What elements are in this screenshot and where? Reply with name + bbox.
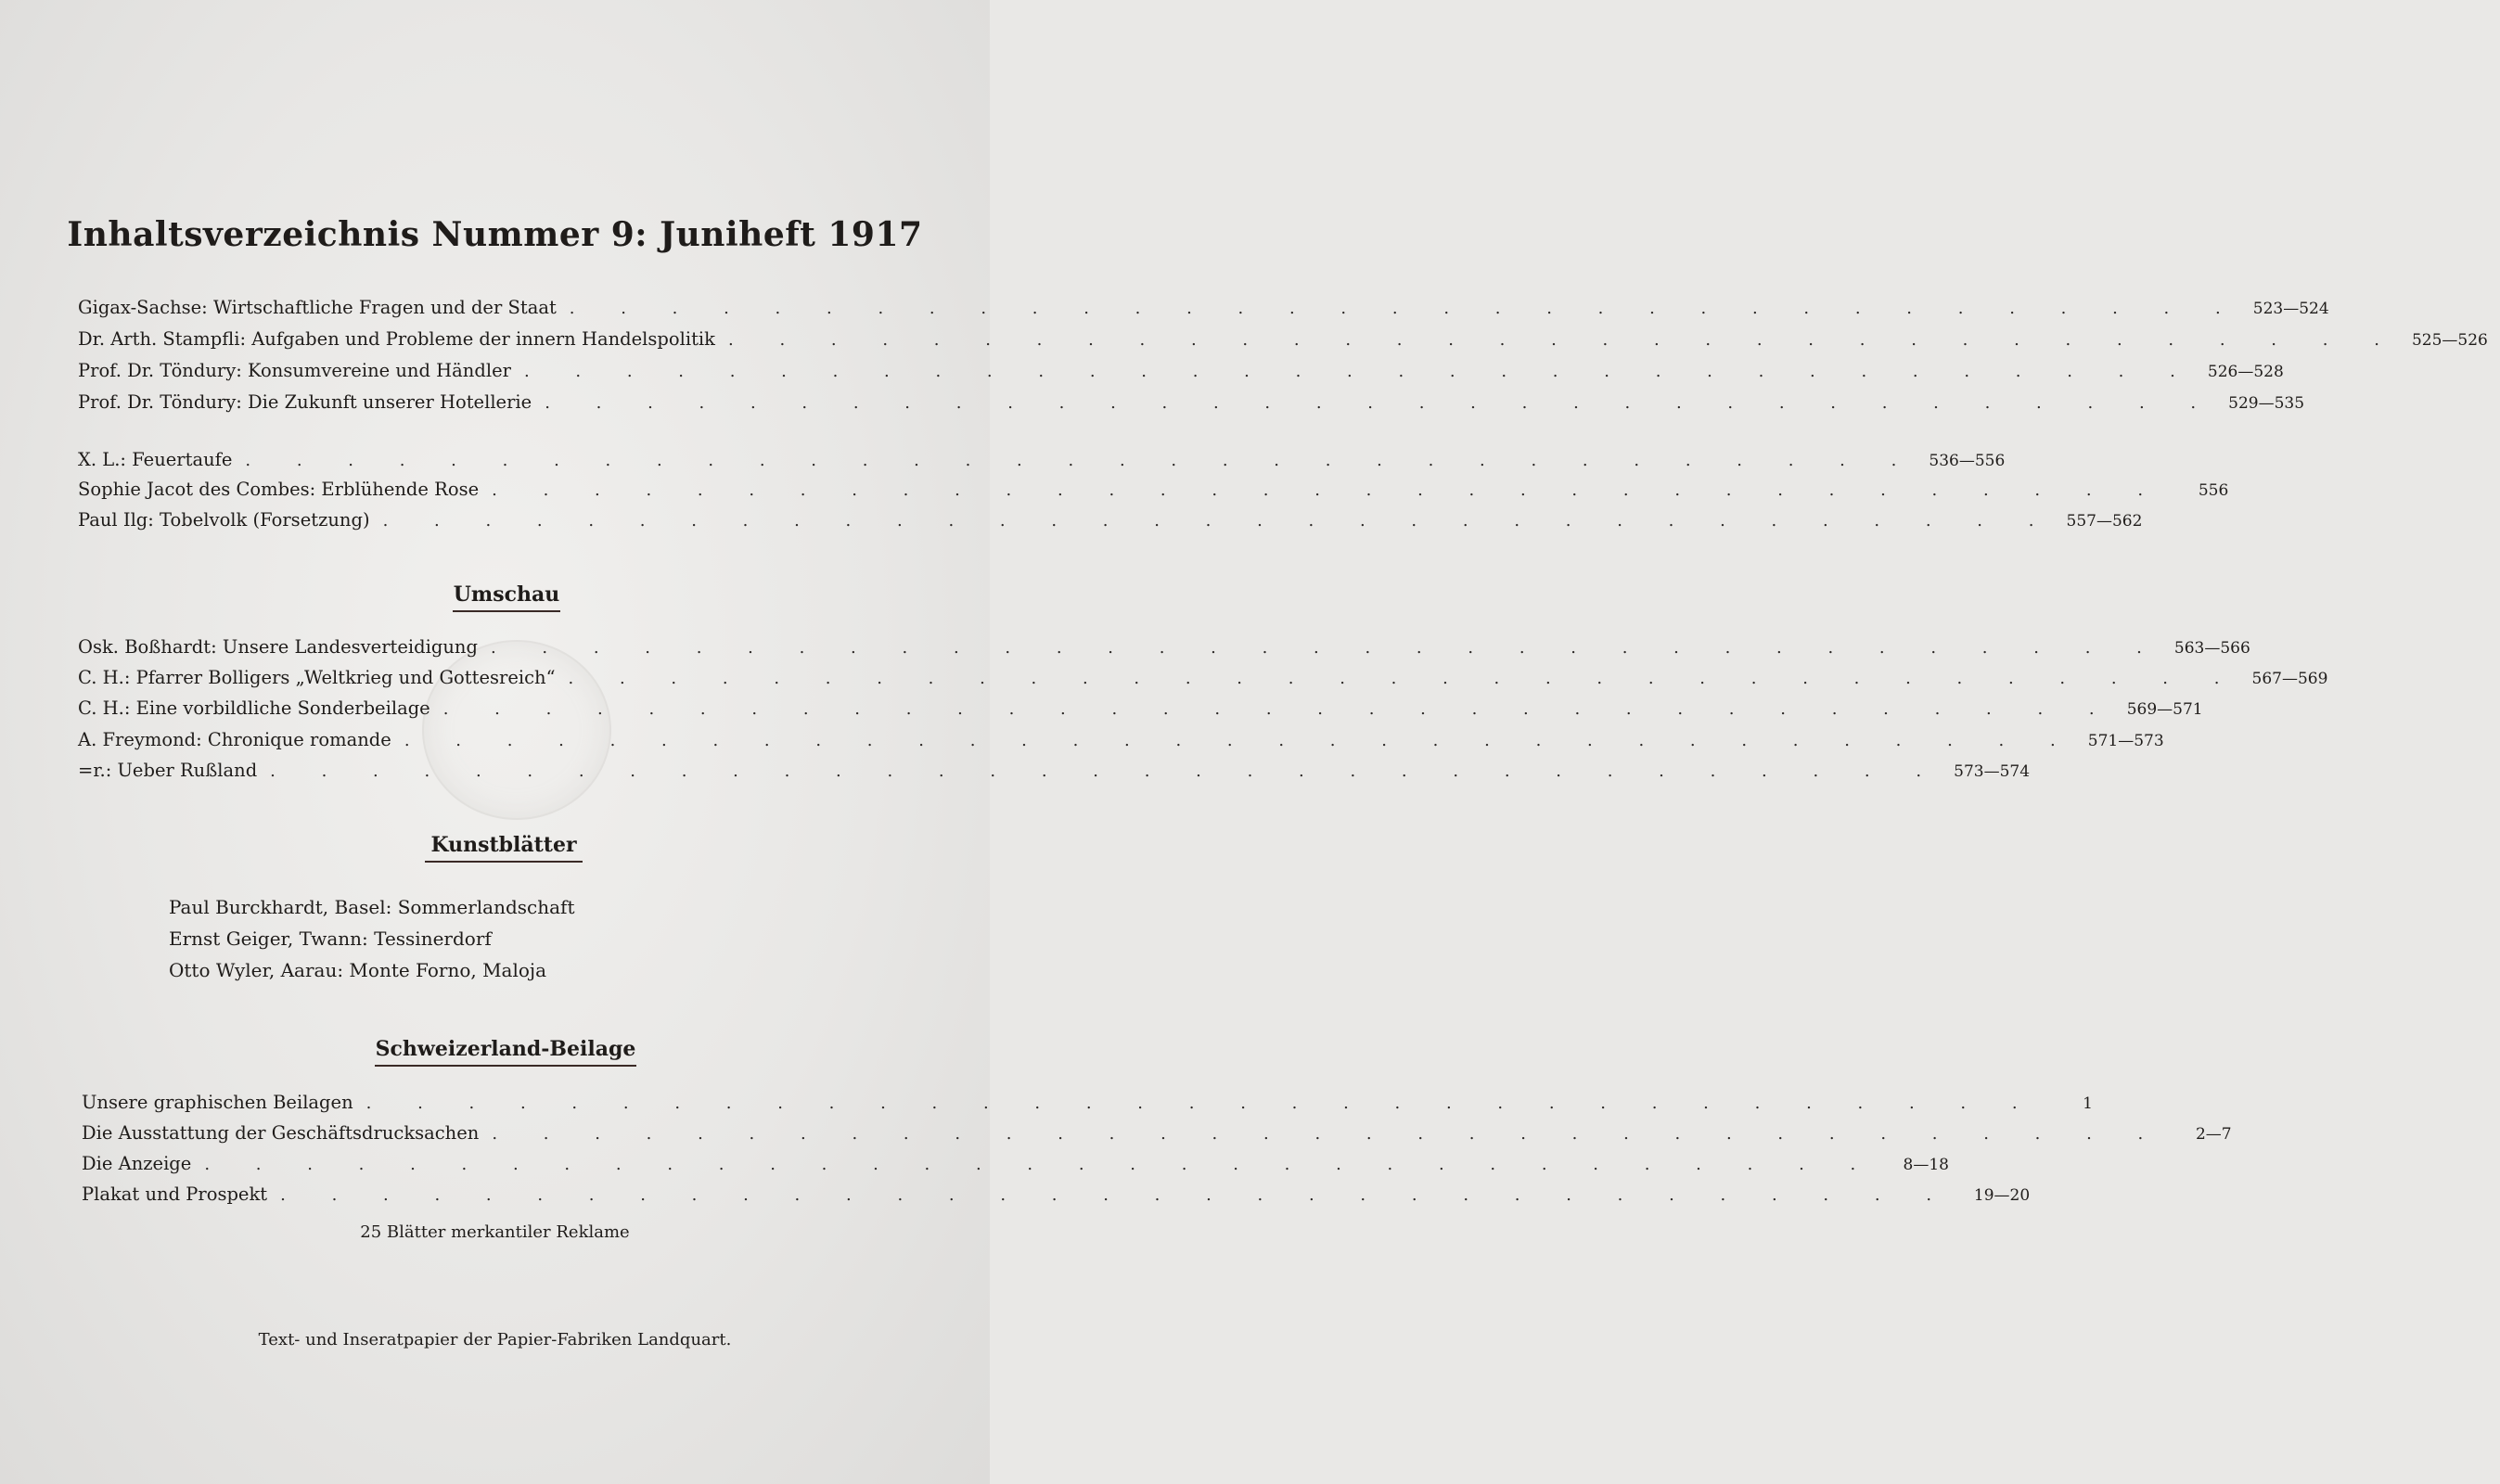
toc-entry-text: C. H.: Pfarrer Bolligers „Weltkrieg und Gottesreich“ <box>78 667 556 688</box>
leader-dots: . . . . . . . . . . . . . . . . . . . . . . . . . . . . . . . . . <box>728 330 2400 350</box>
toc-entry-pages: 1 <box>2083 1094 2093 1113</box>
leader-dots: . . . . . . . . . . . . . . . . . . . . . . . . . . . . . . . . . <box>245 451 1917 470</box>
toc-entry <box>82 1153 1949 1179</box>
leader-dots: . . . . . . . . . . . . . . . . . . . . . . . . . . . . . . . . . <box>442 699 2115 719</box>
toc-entry <box>78 297 2329 323</box>
leader-dots: . . . . . . . . . . . . . . . . . . . . . . . . . . . . . . . . . <box>404 731 2076 750</box>
section-heading-text: Kunstblätter <box>430 833 577 857</box>
toc-entry-pages: 571—573 <box>2087 732 2164 750</box>
toc-entry <box>78 509 2143 535</box>
beilage-note: 25 Blätter merkantiler Reklame <box>360 1222 630 1242</box>
section-heading-beilage <box>375 1037 636 1067</box>
leader-dots: . . . . . . . . . . . . . . . . . . . . . . . . . . . . . . . . . <box>568 669 2240 688</box>
section-heading-umschau <box>453 582 560 612</box>
toc-entry-text: Dr. Arth. Stampfli: Aufgaben und Probleme der innern Handelspolitik <box>78 328 715 350</box>
toc-entry-pages: 573—574 <box>1954 762 2031 781</box>
toc-entry <box>78 391 2305 417</box>
leader-dots: . . . . . . . . . . . . . . . . . . . . . . . . . . . . . . . . . <box>280 1185 1953 1205</box>
section-heading-text: Schweizerland-Beilage <box>375 1037 636 1061</box>
leader-dots: . . . . . . . . . . . . . . . . . . . . . . . . . . . . . . . . . <box>492 1124 2164 1144</box>
page-title: Inhaltsverzeichnis Nummer 9: Juniheft 1917 <box>67 215 923 254</box>
toc-entry-text: =r.: Ueber Rußland <box>78 760 258 781</box>
toc-entry-pages: 557—562 <box>2066 512 2143 531</box>
toc-entry-pages: 526—528 <box>2207 363 2284 381</box>
leader-dots: . . . . . . . . . . . . . . . . . . . . . . . . . . . . . . . . . <box>204 1155 1877 1174</box>
footer-imprint: Text- und Inseratpapier der Papier-Fabriken Landquart. <box>258 1330 732 1350</box>
toc-entry-text: Prof. Dr. Töndury: Konsumvereine und Händler <box>78 360 511 381</box>
leader-dots: . . . . . . . . . . . . . . . . . . . . . . . . . . . . . . . . . <box>569 299 2241 318</box>
toc-entry <box>78 360 2284 386</box>
leader-dots: . . . . . . . . . . . . . . . . . . . . . . . . . . . . . . . . . <box>270 761 1942 781</box>
toc-entry <box>78 760 2031 786</box>
toc-entry-text: Unsere graphischen Beilagen <box>82 1092 353 1113</box>
art-plate-entry: Paul Burckhardt, Basel: Sommerlandschaft <box>169 896 575 918</box>
toc-entry-pages: 529—535 <box>2228 394 2305 413</box>
toc-entry-pages: 2—7 <box>2195 1125 2232 1144</box>
toc-entry-pages: 19—20 <box>1973 1186 2031 1205</box>
toc-entry-text: Paul Ilg: Tobelvolk (Forsetzung) <box>78 509 370 531</box>
toc-entry-text: C. H.: Eine vorbildliche Sonderbeilage <box>78 697 430 719</box>
toc-entry-text: Osk. Boßhardt: Unsere Landesverteidigung <box>78 636 478 658</box>
toc-entry <box>82 1122 2232 1148</box>
leader-dots: . . . . . . . . . . . . . . . . . . . . . . . . . . . . . . . . . <box>490 638 2162 658</box>
leader-dots: . . . . . . . . . . . . . . . . . . . . . . . . . . . . . . . . . <box>365 1094 2038 1113</box>
toc-entry-pages: 525—526 <box>2411 331 2488 350</box>
toc-entry-pages: 567—569 <box>2251 670 2328 688</box>
toc-entry <box>78 449 2006 475</box>
section-heading-kunstblaetter <box>425 833 583 863</box>
toc-entry-text: Prof. Dr. Töndury: Die Zukunft unserer Hotellerie <box>78 391 532 413</box>
toc-entry-text: Sophie Jacot des Combes: Erblühende Rose <box>78 479 480 500</box>
toc-entry <box>78 636 2250 662</box>
leader-dots: . . . . . . . . . . . . . . . . . . . . . . . . . . . . . . . . . <box>382 511 2055 531</box>
art-plate-entry: Ernst Geiger, Twann: Tessinerdorf <box>169 928 492 950</box>
toc-entry <box>82 1183 2031 1209</box>
heading-underline <box>425 861 583 863</box>
heading-underline <box>375 1065 636 1067</box>
art-plate-entry: Otto Wyler, Aarau: Monte Forno, Maloja <box>169 959 547 981</box>
toc-entry-pages: 569—571 <box>2126 700 2203 719</box>
section-heading-text: Umschau <box>453 582 560 607</box>
toc-entry-pages: 8—18 <box>1903 1156 1949 1174</box>
toc-entry-text: Die Anzeige <box>82 1153 192 1174</box>
toc-entry-pages: 556 <box>2198 481 2229 500</box>
heading-underline <box>453 610 560 612</box>
toc-entry-text: Plakat und Prospekt <box>82 1183 268 1205</box>
toc-entry-pages: 536—556 <box>1929 452 2006 470</box>
toc-entry-pages: 563—566 <box>2173 639 2250 658</box>
toc-entry <box>78 667 2328 693</box>
leader-dots: . . . . . . . . . . . . . . . . . . . . . . . . . . . . . . . . . <box>545 393 2217 413</box>
toc-entry-pages: 523—524 <box>2252 300 2329 318</box>
leader-dots: . . . . . . . . . . . . . . . . . . . . . . . . . . . . . . . . . <box>523 362 2196 381</box>
toc-entry <box>78 328 2488 354</box>
toc-entry-text: Gigax-Sachse: Wirtschaftliche Fragen und der Staat <box>78 297 557 318</box>
leader-dots: . . . . . . . . . . . . . . . . . . . . . . . . . . . . . . . . . <box>492 480 2164 500</box>
toc-entry-text: A. Freymond: Chronique romande <box>78 729 391 750</box>
toc-entry <box>82 1092 2093 1118</box>
toc-entry-text: Die Ausstattung der Geschäftsdrucksachen <box>82 1122 480 1144</box>
toc-entry <box>78 697 2203 723</box>
toc-entry-text: X. L.: Feuertaufe <box>78 449 233 470</box>
toc-entry <box>78 729 2164 755</box>
toc-entry <box>78 479 2229 505</box>
